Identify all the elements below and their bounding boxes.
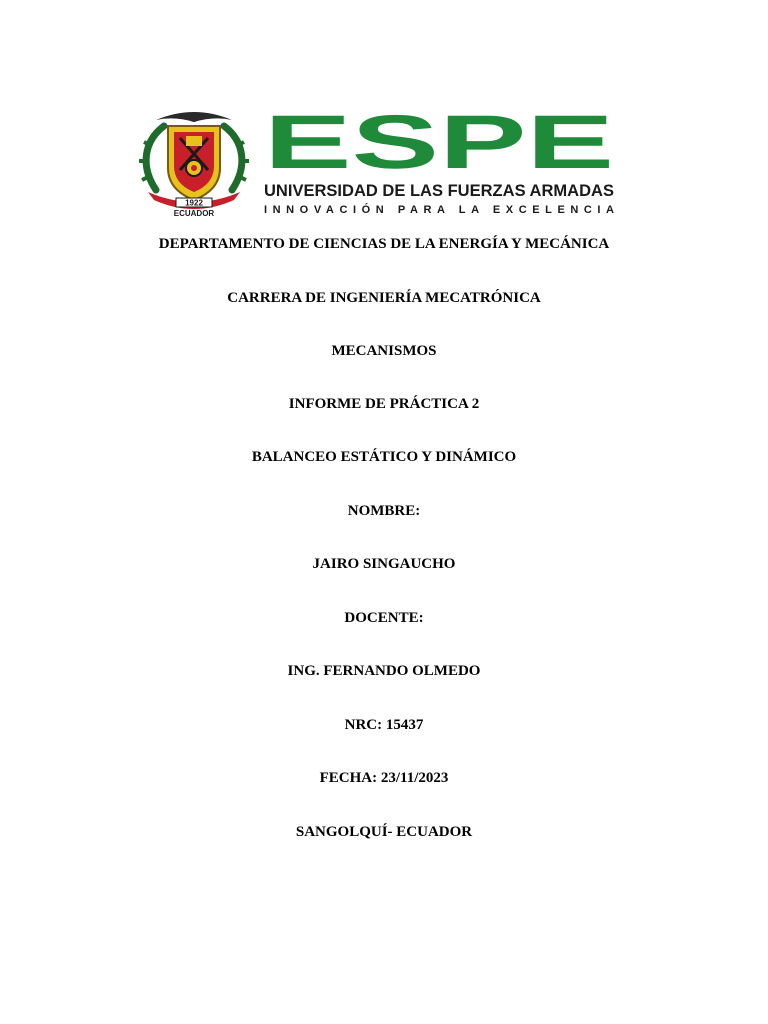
emblem-year: 1922 bbox=[185, 198, 203, 208]
nrc-line: NRC: 15437 bbox=[344, 717, 424, 733]
subject-title: MECANISMOS bbox=[331, 343, 437, 359]
name-label: NOMBRE: bbox=[347, 503, 421, 519]
university-name: UNIVERSIDAD DE LAS FUERZAS ARMADAS bbox=[264, 181, 614, 200]
emblem-country: ECUADOR bbox=[173, 209, 215, 218]
university-motto: INNOVACIÓN PARA LA EXCELENCIA bbox=[264, 204, 614, 216]
espe-logo bbox=[134, 106, 618, 218]
teacher-label: DOCENTE: bbox=[344, 610, 424, 626]
career-title: CARRERA DE INGENIERÍA MECATRÓNICA bbox=[227, 290, 541, 306]
espe-wordmark bbox=[262, 106, 618, 218]
espe-coat-of-arms-icon bbox=[134, 106, 254, 218]
report-title: INFORME DE PRÁCTICA 2 bbox=[288, 396, 480, 412]
date-line: FECHA: 23/11/2023 bbox=[319, 770, 449, 786]
topic-title: BALANCEO ESTÁTICO Y DINÁMICO bbox=[251, 449, 517, 465]
name-value: JAIRO SINGAUCHO bbox=[312, 556, 456, 572]
department-title: DEPARTAMENTO DE CIENCIAS DE LA ENERGÍA Y MECÁNICA bbox=[158, 236, 610, 252]
location-line: SANGOLQUÍ- ECUADOR bbox=[295, 824, 473, 840]
teacher-value: ING. FERNANDO OLMEDO bbox=[287, 663, 481, 679]
brand-name: ESPE bbox=[264, 106, 614, 185]
